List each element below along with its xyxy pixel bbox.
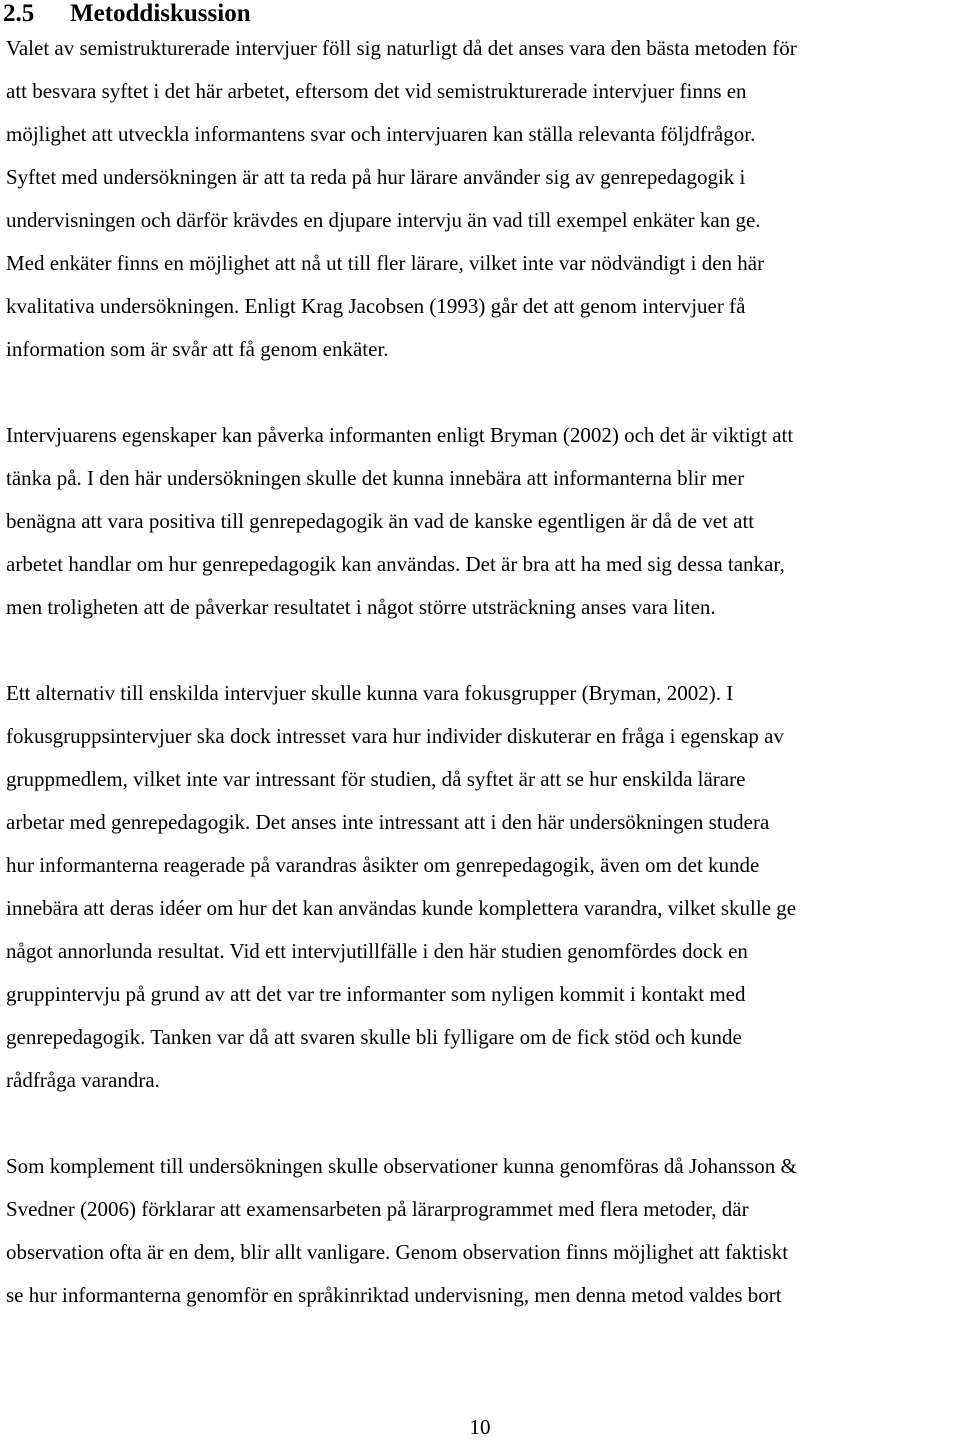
text-line: innebära att deras idéer om hur det kan användas kunde komplettera varandra, vilket skulle ge bbox=[6, 896, 797, 920]
text-line: benägna att vara positiva till genrepedagogik än vad de kanske egentligen är då de vet att bbox=[6, 509, 755, 533]
page-number: 10 bbox=[469, 1415, 491, 1439]
text-line: Svedner (2006) förklarar att examensarbeten på lärarprogrammet med flera metoder, där bbox=[6, 1197, 749, 1221]
text-line: Med enkäter finns en möjlighet att nå ut till fler lärare, vilket inte var nödvändigt i den här bbox=[6, 251, 765, 275]
text-line: men troligheten att de påverkar resultatet i något större utsträckning anses vara liten. bbox=[6, 595, 716, 619]
text-line: genrepedagogik. Tanken var då att svaren skulle bli fylligare om de fick stöd och kunde bbox=[6, 1025, 742, 1049]
text-line: rådfråga varandra. bbox=[6, 1068, 160, 1092]
text-line: Ett alternativ till enskilda intervjuer skulle kunna vara fokusgrupper (Bryman, 2002). I bbox=[6, 681, 734, 705]
text-line: observation ofta är en dem, blir allt vanligare. Genom observation finns möjlighet att faktiskt bbox=[6, 1240, 789, 1264]
text-line: Syftet med undersökningen är att ta reda på hur lärare använder sig av genrepedagogik i bbox=[6, 165, 746, 189]
text-line: se hur informanterna genomför en språkinriktad undervisning, men denna metod valdes bort bbox=[6, 1283, 782, 1307]
text-line: Valet av semistrukturerade intervjuer föll sig naturligt då det anses vara den bästa metoden för bbox=[6, 36, 797, 60]
text-line: Som komplement till undersökningen skulle observationer kunna genomföras då Johansson & bbox=[6, 1154, 797, 1178]
section-number: 2.5 bbox=[3, 0, 35, 27]
text-line: att besvara syftet i det här arbetet, eftersom det vid semistrukturerade intervjuer finns en bbox=[6, 79, 747, 103]
text-line: arbetar med genrepedagogik. Det anses inte intressant att i den här undersökningen studera bbox=[6, 810, 770, 834]
text-line: gruppmedlem, vilket inte var intressant för studien, då syftet är att se hur enskilda lärare bbox=[6, 767, 746, 791]
text-line: något annorlunda resultat. Vid ett intervjutillfälle i den här studien genomfördes dock en bbox=[6, 939, 748, 963]
text-line: arbetet handlar om hur genrepedagogik kan användas. Det är bra att ha med sig dessa tankar, bbox=[6, 552, 785, 576]
text-line: tänka på. I den här undersökningen skulle det kunna innebära att informanterna blir mer bbox=[6, 466, 745, 490]
text-line: information som är svår att få genom enkäter. bbox=[6, 337, 389, 361]
section-title: Metoddiskussion bbox=[70, 0, 251, 27]
text-line: gruppintervju på grund av att det var tre informanter som nyligen kommit i kontakt med bbox=[6, 982, 746, 1006]
text-line: möjlighet att utveckla informantens svar och intervjuaren kan ställa relevanta följdfrågor. bbox=[6, 122, 756, 146]
text-line: fokusgruppsintervjuer ska dock intresset vara hur individer diskuterar en fråga i egenskap av bbox=[6, 724, 784, 748]
text-line: Intervjuarens egenskaper kan påverka informanten enligt Bryman (2002) och det är viktigt att bbox=[6, 423, 794, 447]
text-line: kvalitativa undersökningen. Enligt Krag Jacobsen (1993) går det att genom intervjuer få bbox=[6, 294, 746, 318]
section-heading bbox=[3, 0, 251, 30]
text-line: hur informanterna reagerade på varandras åsikter om genrepedagogik, även om det kunde bbox=[6, 853, 760, 877]
text-line: undervisningen och därför krävdes en djupare intervju än vad till exempel enkäter kan ge. bbox=[6, 208, 761, 232]
